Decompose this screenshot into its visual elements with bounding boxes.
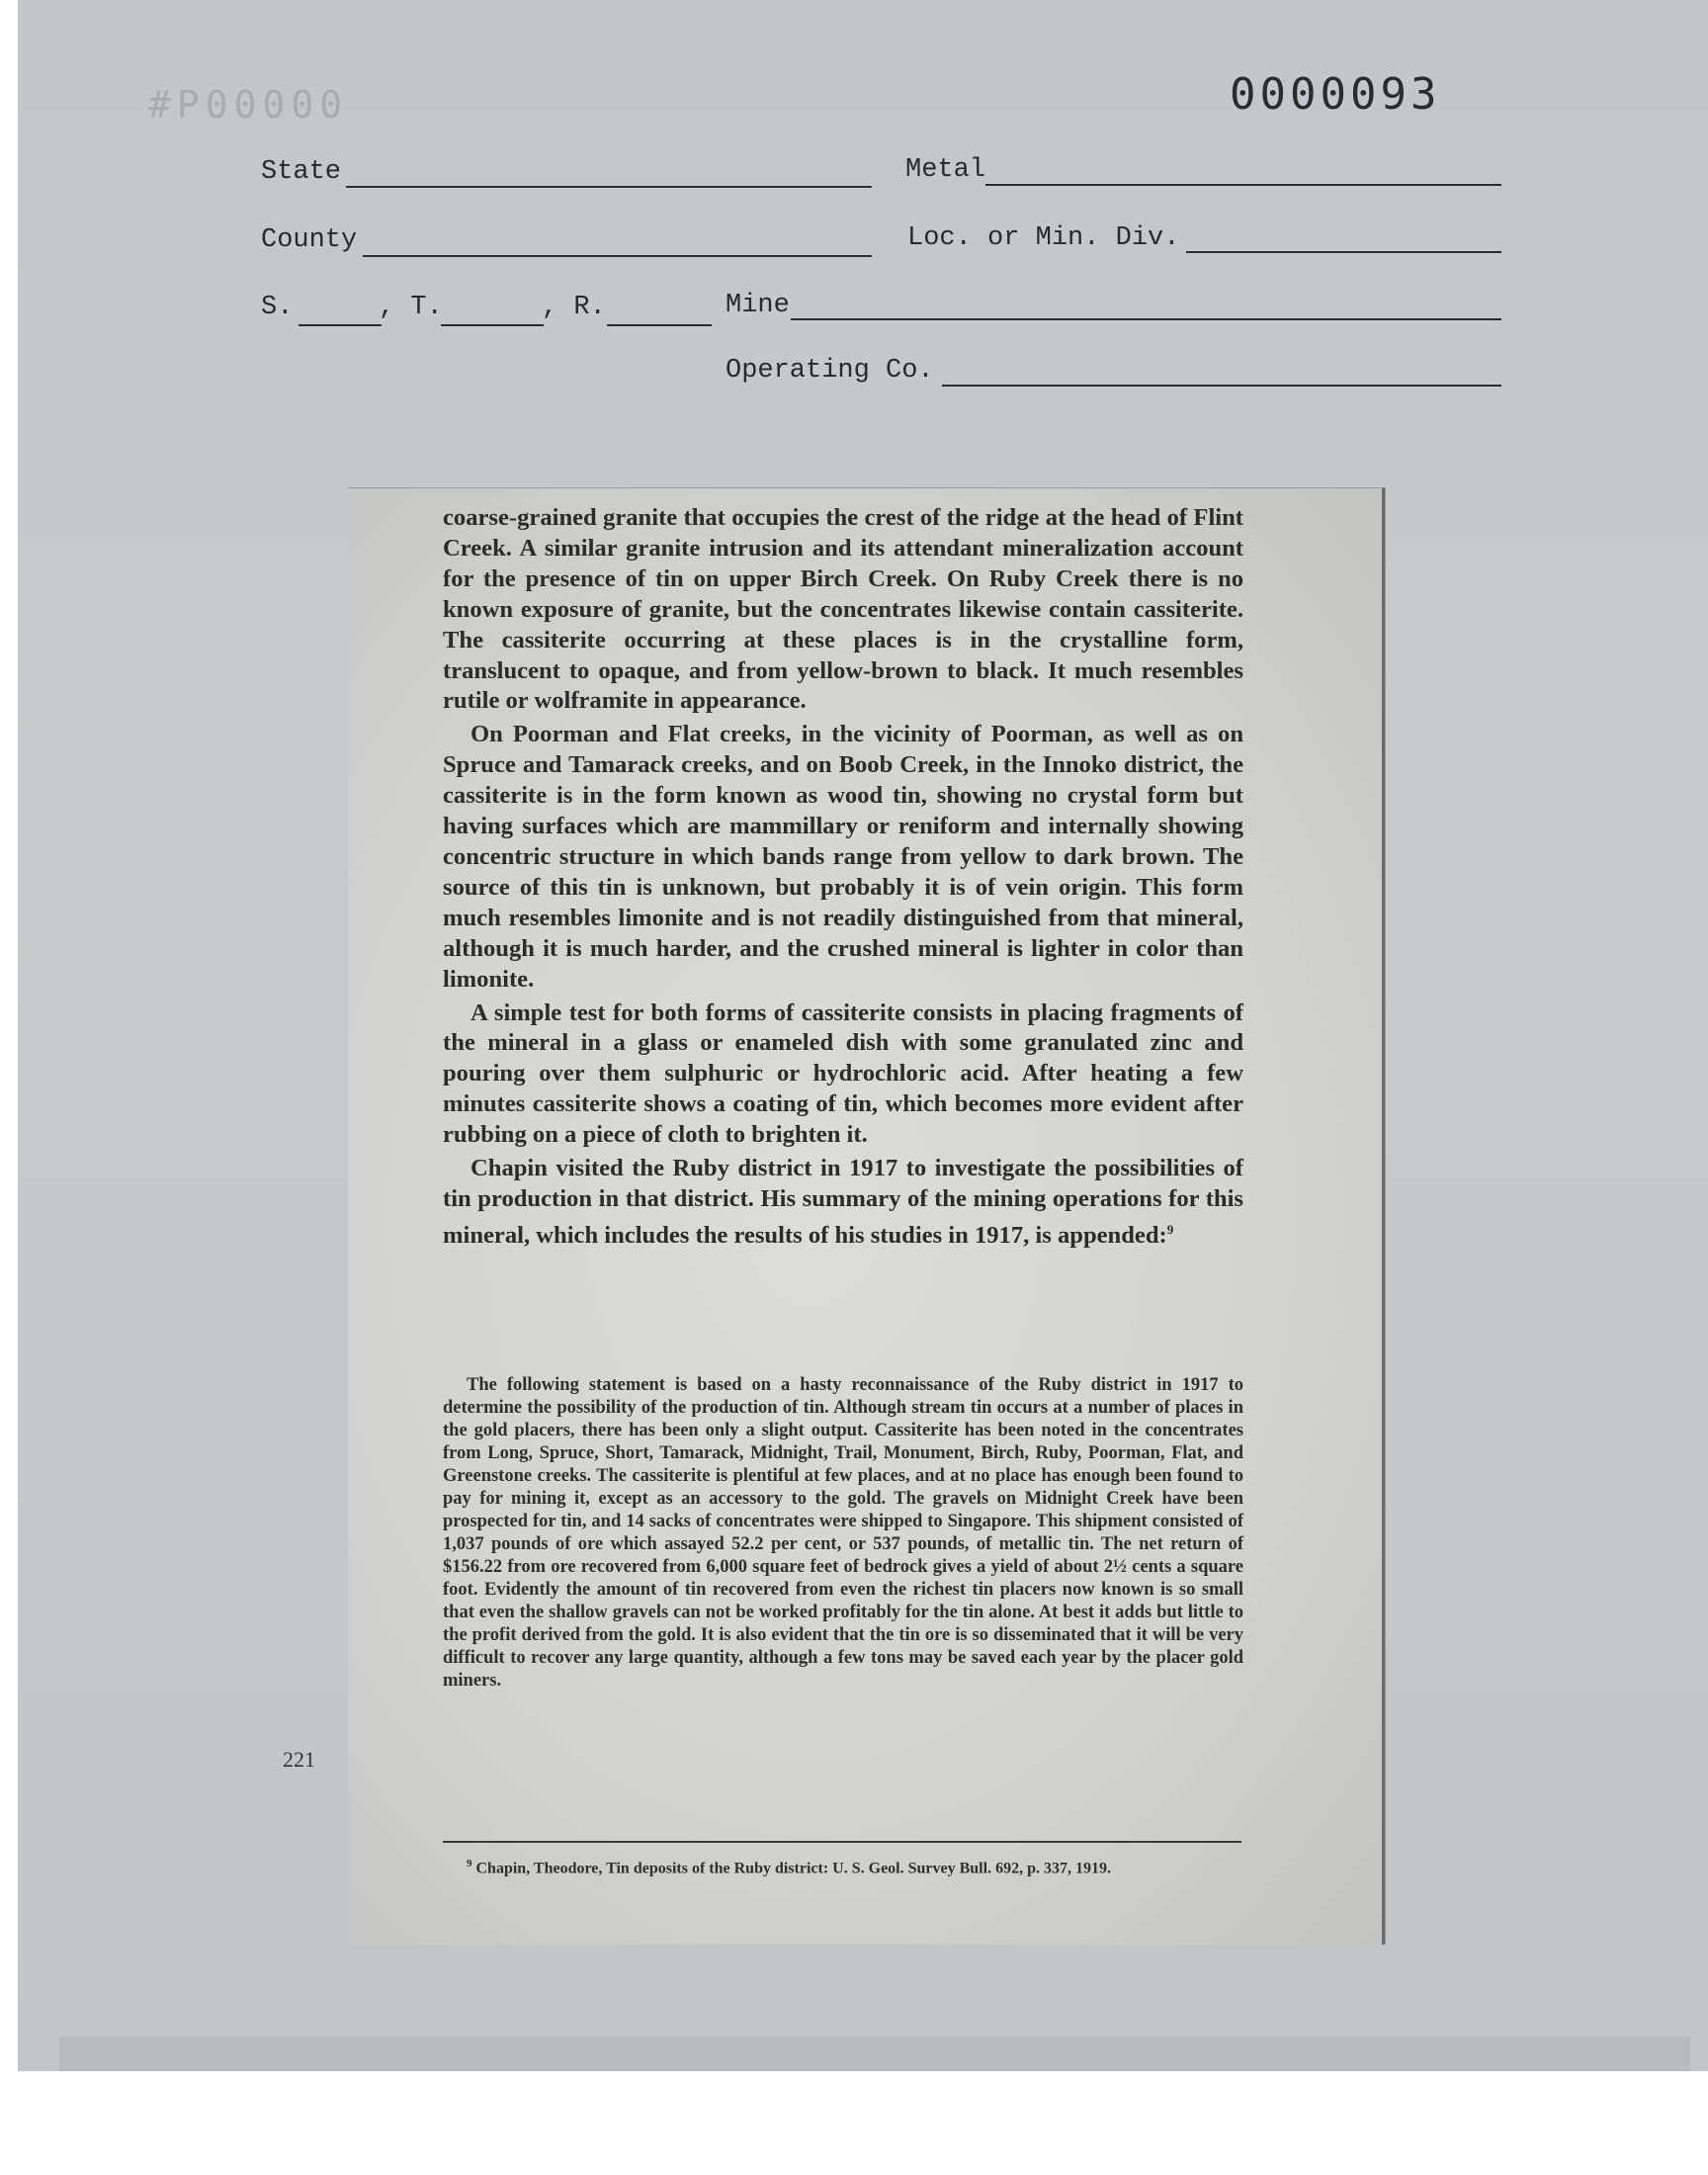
loc-min-div-label: Loc. or Min. Div. bbox=[907, 223, 1180, 253]
faint-stamp: #P00000 bbox=[148, 83, 349, 127]
paragraph-1: coarse-grained granite that occupies the crest of the ridge at the head of Flint Creek. A similar granite intrusion and its attendant mineralization account for the presence of tin on upper Birch Creek. On Ruby Creek there is no known exposure of granite, but the concentrates likewise contain cassiterite. The cassiterite occurring at these places is in the crystalline form, translucent to opaque, and from yellow-brown to black. It much resembles rutile or wolframite in appearance. bbox=[443, 504, 1243, 715]
metal-label: Metal bbox=[905, 155, 986, 185]
body-text bbox=[443, 503, 1243, 1255]
paragraph-3: A simple test for both forms of cassiterite consists in placing fragments of the mineral in a glass or enameled dish with some granulated zinc and pouring over them sulphuric or hydrochloric acid. After heating a few minutes cassiterite shows a coating of tin, which becomes more evident after rubbing on a piece of cloth to brighten it. bbox=[443, 999, 1243, 1149]
county-field-line bbox=[363, 255, 872, 257]
metal-field-line bbox=[985, 184, 1501, 186]
range-field-line bbox=[607, 324, 712, 326]
county-label: County bbox=[261, 225, 358, 255]
mine-field-line bbox=[791, 318, 1501, 320]
page-number: 221 bbox=[283, 1747, 315, 1772]
document-number: 0000093 bbox=[1230, 69, 1441, 120]
footnote bbox=[443, 1853, 1241, 1879]
township-label: , T. bbox=[379, 293, 443, 322]
section-field-line bbox=[299, 324, 382, 326]
paragraph-4-text: Chapin visited the Ruby district in 1917 to investigate the possibilities of tin production in that district. His summary of the mining operations for this mineral, which includes the results of his studies in 1917, is appended: bbox=[443, 1155, 1243, 1250]
quoted-statement: The following statement is based on a hasty reconnaissance of the Ruby district in 1917 to determine the possibility of the production of tin. Although stream tin occurs at a number of places in the gold placers, there has been only a slight output. Cassiterite has been noted in the concentrates from Long, Spruce, Short, Tamarack, Midnight, Trail, Monument, Birch, Ruby, Poorman, Flat, and Greenstone creeks. The cassiterite is plentiful at few places, and at no place has enough been found to pay for mining it, except as an accessory to the gold. The gravels on Midnight Creek have been prospected for tin, and 14 sacks of concentrates were shipped to Singapore. This shipment consisted of 1,037 pounds of ore which assayed 52.2 per cent, or 537 pounds, of metallic tin. The net return of $156.22 from ore recovered from 6,000 square feet of bedrock gives a yield of about 2½ cents a square foot. Evidently the amount of tin recovered from even the richest tin placers now known is so small that even the shallow gravels can not be worked profitably for the tin alone. At best it adds but little to the profit derived from the gold. It is also evident that the tin ore is so disseminated that it will be very difficult to recover any large quantity, although a few tons may be saved each year by the placer gold miners. bbox=[443, 1375, 1243, 1691]
state-label: State bbox=[261, 157, 342, 187]
paragraph-2: On Poorman and Flat creeks, in the vicinity of Poorman, as well as on Spruce and Tamarack creeks, and on Boob Creek, in the Innoko district, the cassiterite is in the form known as wood tin, showing no crystal form but having surfaces which are mammillary or reniform and internally showing concentric structure in which bands range from yellow to dark brown. The source of this tin is unknown, but probably it is of vein origin. This form much resembles limonite and is not readily distinguished from that mineral, although it is much harder, and the crushed mineral is lighter in color than limonite. bbox=[443, 721, 1243, 993]
loc-min-div-field-line bbox=[1186, 251, 1501, 253]
mine-label: Mine bbox=[726, 291, 790, 320]
township-field-line bbox=[441, 324, 544, 326]
footnote-text: Chapin, Theodore, Tin deposits of the Ruby district: U. S. Geol. Survey Bull. 692, p. 337, 1919. bbox=[475, 1860, 1111, 1877]
footnote-number: 9 bbox=[467, 1858, 472, 1870]
range-label: , R. bbox=[542, 293, 606, 322]
section-label: S. bbox=[261, 293, 294, 322]
footnote-rule bbox=[443, 1841, 1241, 1843]
book-page-clipping bbox=[348, 487, 1385, 1945]
footnote-marker: 9 bbox=[1166, 1221, 1174, 1237]
operating-co-label: Operating Co. bbox=[726, 356, 934, 386]
paragraph-4 bbox=[443, 1154, 1243, 1252]
sheet-bottom-edge bbox=[59, 2037, 1690, 2071]
state-field-line bbox=[346, 186, 872, 188]
operating-co-field-line bbox=[942, 385, 1501, 387]
